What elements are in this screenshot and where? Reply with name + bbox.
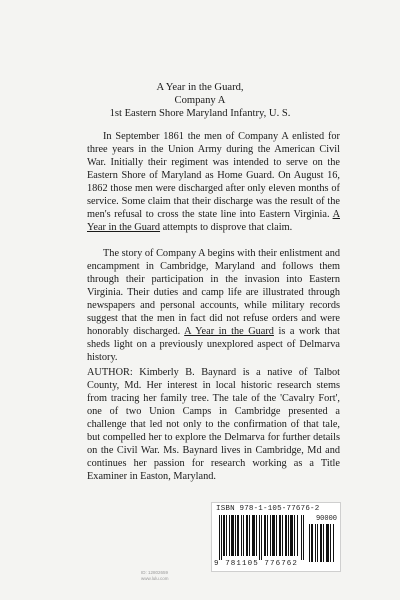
price-code: 90000 xyxy=(315,515,337,523)
isbn-number: ISBN 978-1-105-77676-2 xyxy=(216,505,320,513)
para2-tail: is a work that sheds light on a previously unexplored aspect of Delmarva history. xyxy=(87,326,340,364)
author-bio xyxy=(87,366,340,483)
ean-bars xyxy=(219,515,305,560)
author-bio-text: AUTHOR: Kimberly B. Baynard is a native of Talbot County, Md. Her interest in local historic research stems from tracing her family tree. The tale of the 'Cavalry Fort', one of two Union Camps in Cambridge presented a challenge that led not only to the confirmation of that tale, but compelled her to explore the Delmarva for further details on the Civil War. Ms. Baynard lives in Cambridge, Md and continues her passion for research working as a Title Examiner in Easton, Maryland. xyxy=(87,367,340,483)
isbn-barcode xyxy=(211,502,341,572)
para2-text: The story of Company A begins with their enlistment and encampment in Cambridge, Maryland and follows them through their participation in the invasion into Eastern Virginia. Their duties and camp life are illustrated through newspapers and personal accounts, while military records suggest that the men in fact did not refuse orders and were honorably discharged. xyxy=(87,248,340,338)
para1-book-title: A Year in the Guard xyxy=(87,209,340,234)
price-addon-bars xyxy=(309,524,335,562)
company-name: Company A xyxy=(174,95,226,106)
stamp-id: ID: 12802659 xyxy=(141,570,169,575)
para1-text: In September 1861 the men of Company A enlisted for three years in the Union Army during the American Civil War. Initially their regiment was intended to serve on the Eastern Shore of Maryland as Home Guard. On August 16, 1862 those men were discharged after only eleven months of service. Some claim that their discharge was the result of the men's refusal to cross the state line into Eastern Virginia. xyxy=(87,131,340,221)
book-heading xyxy=(0,81,400,120)
para2-book-title: A Year in the Guard xyxy=(184,326,274,338)
book-title: A Year in the Guard, xyxy=(156,82,244,93)
stamp-site: www.lulu.com xyxy=(141,575,169,581)
description-paragraph-2 xyxy=(87,247,340,364)
description-paragraph-1 xyxy=(87,130,340,234)
ean-digits: 9 781105 776762 xyxy=(214,560,299,568)
printer-stamp xyxy=(141,570,169,581)
regiment-name: 1st Eastern Shore Maryland Infantry, U. S. xyxy=(109,108,291,119)
para1-tail: attempts to disprove that claim. xyxy=(160,222,293,234)
